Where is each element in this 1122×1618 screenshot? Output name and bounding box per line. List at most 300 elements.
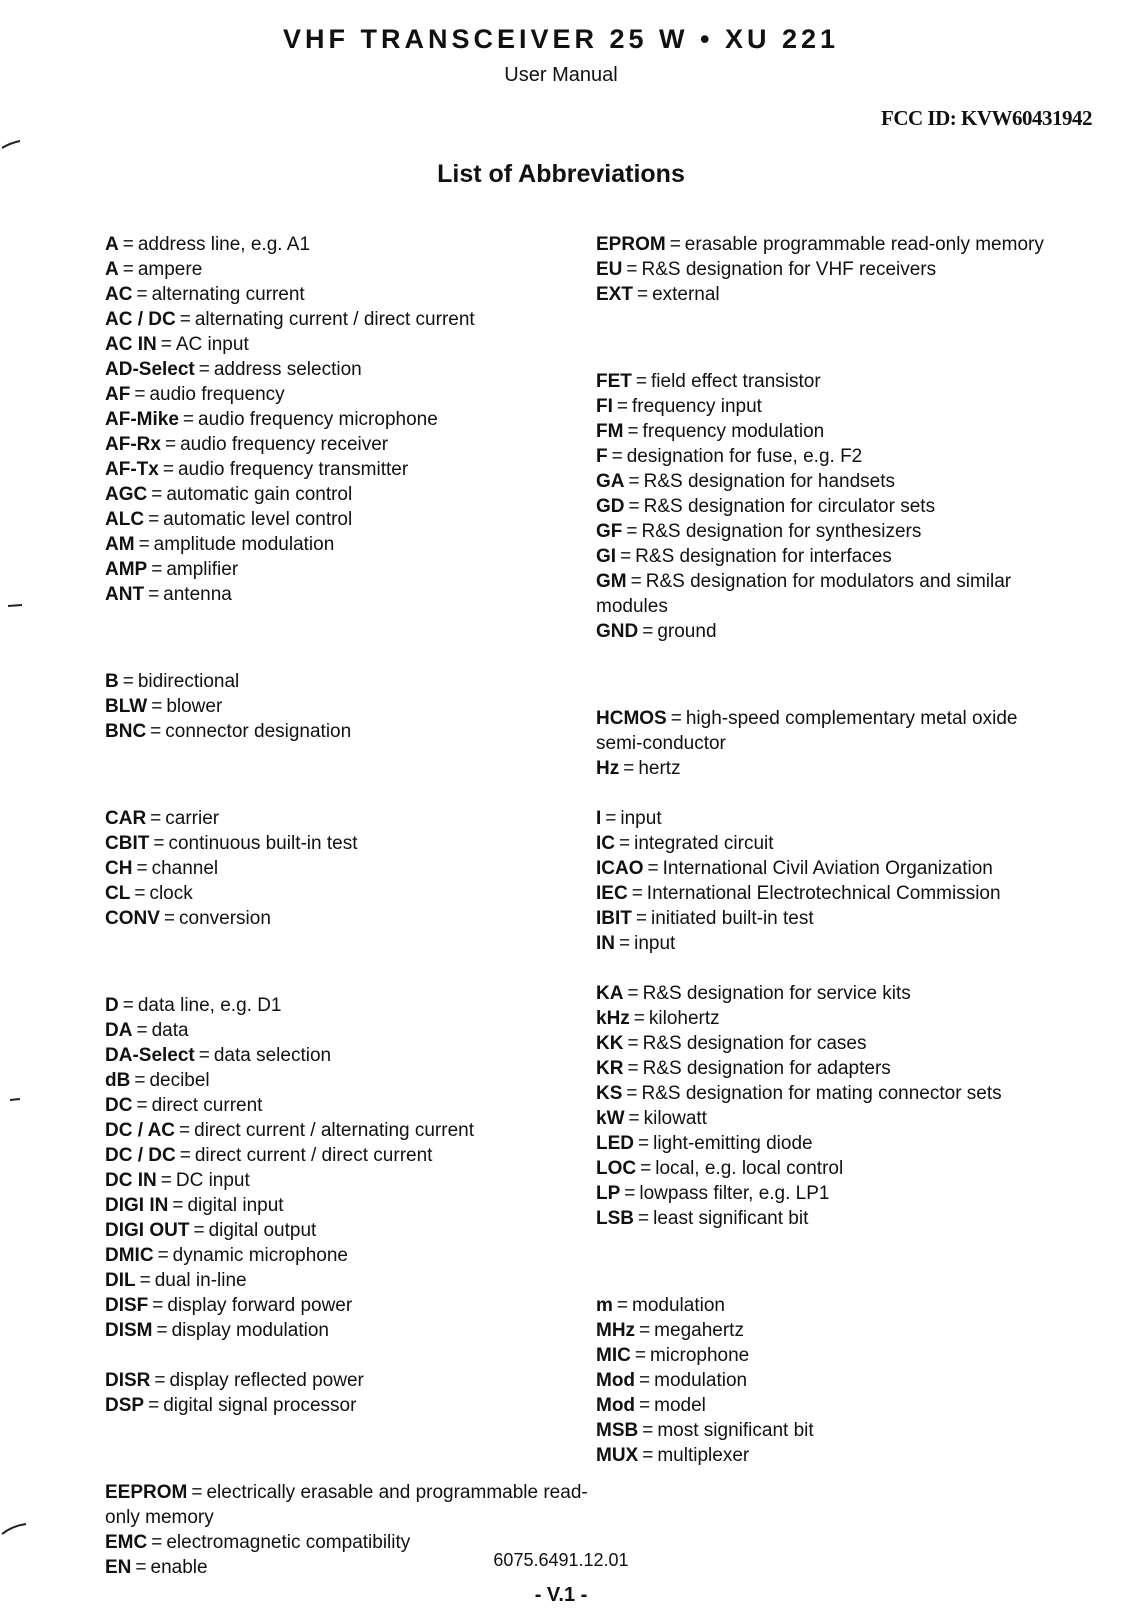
equals-sign: = bbox=[626, 1083, 638, 1104]
abbreviation-term: FI bbox=[596, 396, 613, 417]
abbreviation-term: KS bbox=[596, 1083, 623, 1104]
abbreviation-entry bbox=[596, 494, 1066, 519]
abbreviation-term: CONV bbox=[105, 908, 160, 929]
abbreviation-definition: amplifier bbox=[166, 559, 239, 580]
abbreviation-entry bbox=[105, 457, 605, 482]
abbreviation-term: AM bbox=[105, 534, 135, 555]
abbreviation-definition: R&S designation for mating connector sets bbox=[641, 1083, 1002, 1104]
abbreviation-definition: R&S designation for cases bbox=[642, 1033, 867, 1054]
equals-sign: = bbox=[122, 234, 134, 255]
abbreviation-entry bbox=[105, 257, 605, 282]
group-spacer bbox=[105, 744, 605, 806]
abbreviation-term: GD bbox=[596, 496, 625, 517]
abbreviation-term: AF-Tx bbox=[105, 459, 159, 480]
group-spacer bbox=[596, 307, 1066, 369]
abbreviation-entry bbox=[596, 981, 1066, 1006]
abbreviation-definition: display modulation bbox=[171, 1320, 329, 1341]
abbreviation-definition: least significant bit bbox=[653, 1208, 809, 1229]
equals-sign: = bbox=[172, 1195, 184, 1216]
abbreviation-entry bbox=[596, 1181, 1066, 1206]
abbreviation-entry bbox=[596, 1031, 1066, 1056]
equals-sign: = bbox=[148, 1395, 160, 1416]
abbreviation-entry bbox=[596, 1368, 1066, 1393]
equals-sign: = bbox=[164, 434, 177, 455]
abbreviation-entry bbox=[596, 831, 1066, 856]
equals-sign: = bbox=[624, 1183, 636, 1204]
abbreviation-term: ANT bbox=[105, 584, 145, 605]
abbreviation-term: A bbox=[105, 234, 119, 255]
abbreviation-term: DC bbox=[105, 1095, 133, 1116]
abbreviation-term: ICAO bbox=[596, 858, 644, 879]
abbreviation-entry bbox=[105, 1043, 605, 1068]
equals-sign: = bbox=[616, 1295, 629, 1316]
equals-sign: = bbox=[151, 696, 163, 717]
abbreviation-group bbox=[596, 1293, 1066, 1468]
equals-sign: = bbox=[182, 409, 195, 430]
abbreviation-entry bbox=[105, 1268, 605, 1293]
abbreviation-definition: continuous built-in test bbox=[168, 833, 358, 854]
abbreviation-definition: frequency modulation bbox=[642, 421, 825, 442]
abbreviation-term: IC bbox=[596, 833, 615, 854]
abbreviation-term: EMC bbox=[105, 1532, 148, 1553]
abbreviation-entry bbox=[105, 582, 605, 607]
equals-sign: = bbox=[669, 234, 681, 255]
abbreviation-term: LSB bbox=[596, 1208, 634, 1229]
equals-sign: = bbox=[635, 908, 647, 929]
equals-sign: = bbox=[151, 1532, 163, 1553]
equals-sign: = bbox=[157, 1245, 169, 1266]
abbreviation-term: Mod bbox=[596, 1370, 636, 1391]
abbreviation-definition: audio frequency bbox=[149, 384, 285, 405]
abbreviation-entry bbox=[596, 444, 1066, 469]
abbreviation-definition: input bbox=[620, 808, 662, 829]
abbreviation-definition: designation for fuse, e.g. F2 bbox=[626, 446, 863, 467]
abbreviation-entry bbox=[105, 993, 605, 1018]
abbreviation-entry bbox=[105, 719, 605, 744]
abbreviation-entry bbox=[105, 694, 605, 719]
abbreviation-term: DA bbox=[105, 1020, 133, 1041]
abbreviation-definition: blower bbox=[166, 696, 223, 717]
abbreviation-entry bbox=[596, 1206, 1066, 1231]
equals-sign: = bbox=[198, 1045, 210, 1066]
abbreviation-entry bbox=[105, 1093, 605, 1118]
abbreviation-definition: kilowatt bbox=[643, 1108, 707, 1129]
abbreviation-entry bbox=[105, 382, 605, 407]
abbreviation-entry bbox=[105, 1318, 605, 1343]
equals-sign: = bbox=[623, 758, 635, 779]
abbreviation-term: I bbox=[596, 808, 602, 829]
abbreviation-definition: R&S designation for handsets bbox=[643, 471, 895, 492]
abbreviation-term: m bbox=[596, 1295, 613, 1316]
abbreviation-definition: input bbox=[634, 933, 676, 954]
abbreviation-entry bbox=[596, 1081, 1066, 1106]
abbreviation-entry bbox=[105, 1293, 605, 1318]
equals-sign: = bbox=[162, 459, 174, 480]
equals-sign: = bbox=[605, 808, 617, 829]
abbreviation-definition: R&S designation for adapters bbox=[642, 1058, 891, 1079]
abbreviation-entry bbox=[596, 1106, 1066, 1131]
abbreviation-entry bbox=[596, 369, 1066, 394]
abbreviation-term: GF bbox=[596, 521, 623, 542]
abbreviation-definition: display forward power bbox=[167, 1295, 353, 1316]
abbreviation-definition: conversion bbox=[179, 908, 271, 929]
abbreviation-term: DIL bbox=[105, 1270, 136, 1291]
abbreviation-entry bbox=[596, 419, 1066, 444]
abbreviation-term: AD-Select bbox=[105, 359, 195, 380]
abbreviation-definition: modulation bbox=[654, 1370, 748, 1391]
abbreviation-term: AF-Mike bbox=[105, 409, 179, 430]
abbreviation-term: ALC bbox=[105, 509, 145, 530]
equals-sign: = bbox=[628, 496, 640, 517]
abbreviation-entry bbox=[105, 856, 605, 881]
abbreviation-entry bbox=[105, 282, 605, 307]
equals-sign: = bbox=[638, 1208, 650, 1229]
abbreviation-definition: decibel bbox=[149, 1070, 210, 1091]
equals-sign: = bbox=[122, 671, 134, 692]
abbreviation-entry bbox=[596, 1443, 1066, 1468]
abbreviation-term: DISF bbox=[105, 1295, 149, 1316]
abbreviation-entry bbox=[596, 619, 1066, 644]
abbreviation-definition: electromagnetic compatibility bbox=[166, 1532, 411, 1553]
abbreviation-term: AGC bbox=[105, 484, 148, 505]
abbreviation-definition: R&S designation for VHF receivers bbox=[641, 259, 937, 280]
abbreviation-definition: local, e.g. local control bbox=[655, 1158, 844, 1179]
abbreviation-entry bbox=[596, 706, 1066, 756]
abbreviation-term: Hz bbox=[596, 758, 620, 779]
abbreviation-term: GND bbox=[596, 621, 639, 642]
page-number: - V.1 - bbox=[534, 1584, 588, 1606]
abbreviation-group bbox=[596, 981, 1066, 1231]
abbreviation-definition: data line, e.g. D1 bbox=[137, 995, 282, 1016]
abbreviation-term: MUX bbox=[596, 1445, 639, 1466]
document-number: 6075.6491.12.01 bbox=[493, 1550, 629, 1570]
equals-sign: = bbox=[154, 1370, 166, 1391]
equals-sign: = bbox=[153, 833, 165, 854]
abbreviation-entry bbox=[596, 806, 1066, 831]
equals-sign: = bbox=[179, 309, 191, 330]
abbreviation-term: LED bbox=[596, 1133, 634, 1154]
abbreviation-group bbox=[596, 806, 1066, 956]
equals-sign: = bbox=[626, 259, 638, 280]
abbreviation-group bbox=[105, 669, 605, 744]
equals-sign: = bbox=[191, 1482, 203, 1503]
abbreviation-entry bbox=[105, 906, 605, 931]
abbreviation-term: MSB bbox=[596, 1420, 639, 1441]
group-spacer bbox=[105, 1343, 605, 1368]
abbreviation-term: kHz bbox=[596, 1008, 630, 1029]
abbreviation-entry bbox=[105, 831, 605, 856]
equals-sign: = bbox=[638, 1133, 650, 1154]
abbreviation-definition: alternating current bbox=[151, 284, 305, 305]
abbreviation-definition: direct current / alternating current bbox=[194, 1120, 474, 1141]
abbreviation-term: CBIT bbox=[105, 833, 150, 854]
abbreviation-definition: hertz bbox=[638, 758, 681, 779]
abbreviation-definition: ground bbox=[657, 621, 717, 642]
abbreviation-definition: model bbox=[654, 1395, 706, 1416]
abbreviation-entry bbox=[105, 407, 605, 432]
group-spacer bbox=[596, 956, 1066, 981]
abbreviation-entry bbox=[596, 394, 1066, 419]
abbreviation-definition: amplitude modulation bbox=[153, 534, 335, 555]
equals-sign: = bbox=[647, 858, 659, 879]
abbreviation-group bbox=[596, 369, 1066, 644]
abbreviation-definition: digital signal processor bbox=[163, 1395, 357, 1416]
abbreviation-definition: audio frequency microphone bbox=[198, 409, 438, 430]
abbreviation-term: B bbox=[105, 671, 119, 692]
equals-sign: = bbox=[635, 371, 647, 392]
abbreviation-definition: electrically erasable and programmable read-only memory bbox=[105, 1482, 588, 1528]
abbreviation-entry bbox=[105, 532, 605, 557]
equals-sign: = bbox=[148, 584, 160, 605]
equals-sign: = bbox=[148, 509, 160, 530]
equals-sign: = bbox=[136, 1020, 148, 1041]
abbreviation-term: GA bbox=[596, 471, 625, 492]
abbreviation-term: A bbox=[105, 259, 119, 280]
abbreviation-group bbox=[596, 232, 1066, 307]
equals-sign: = bbox=[179, 1145, 191, 1166]
equals-sign: = bbox=[627, 1058, 639, 1079]
equals-sign: = bbox=[619, 933, 631, 954]
equals-sign: = bbox=[163, 908, 176, 929]
abbreviation-entry bbox=[596, 1131, 1066, 1156]
abbreviation-term: GM bbox=[596, 571, 627, 592]
abbreviation-term: GI bbox=[596, 546, 617, 567]
abbreviation-entry bbox=[596, 544, 1066, 569]
abbreviation-term: KA bbox=[596, 983, 624, 1004]
abbreviation-definition: digital input bbox=[187, 1195, 284, 1216]
abbreviation-definition: data selection bbox=[213, 1045, 332, 1066]
equals-sign: = bbox=[642, 1420, 654, 1441]
equals-sign: = bbox=[136, 1095, 148, 1116]
equals-sign: = bbox=[134, 1070, 146, 1091]
abbreviation-term: AMP bbox=[105, 559, 148, 580]
abbreviation-definition: address line, e.g. A1 bbox=[137, 234, 311, 255]
abbreviation-term: AC IN bbox=[105, 334, 157, 355]
abbreviation-entry bbox=[596, 756, 1066, 781]
abbreviation-definition: modulation bbox=[632, 1295, 725, 1316]
section-title: List of Abbreviations bbox=[437, 160, 685, 188]
equals-sign: = bbox=[134, 384, 146, 405]
abbreviation-entry bbox=[105, 1018, 605, 1043]
abbreviation-definition: International Electrotechnical Commission bbox=[646, 883, 1001, 904]
abbreviation-entry bbox=[596, 906, 1066, 931]
equals-sign: = bbox=[156, 1320, 168, 1341]
abbreviation-entry bbox=[105, 332, 605, 357]
abbreviation-definition: multiplexer bbox=[657, 1445, 750, 1466]
abbreviation-definition: dual in-line bbox=[154, 1270, 247, 1291]
abbreviation-definition: direct current / direct current bbox=[194, 1145, 433, 1166]
abbreviation-term: DISM bbox=[105, 1320, 153, 1341]
abbreviations-left-column bbox=[105, 232, 605, 1580]
abbreviation-entry bbox=[596, 1318, 1066, 1343]
abbreviation-definition: display reflected power bbox=[169, 1370, 364, 1391]
equals-sign: = bbox=[139, 1270, 151, 1291]
abbreviation-term: MHz bbox=[596, 1320, 636, 1341]
equals-sign: = bbox=[150, 721, 162, 742]
abbreviation-entry bbox=[596, 257, 1066, 282]
equals-sign: = bbox=[135, 1557, 147, 1578]
group-spacer bbox=[105, 1418, 605, 1480]
group-spacer bbox=[105, 931, 605, 993]
abbreviation-definition: field effect transistor bbox=[651, 371, 821, 392]
abbreviation-term: kW bbox=[596, 1108, 625, 1129]
abbreviation-group bbox=[105, 806, 605, 931]
equals-sign: = bbox=[160, 334, 172, 355]
abbreviation-entry bbox=[596, 1343, 1066, 1368]
abbreviation-term: F bbox=[596, 446, 608, 467]
abbreviation-group bbox=[105, 232, 605, 607]
abbreviation-definition: high-speed complementary metal oxide semi-conductor bbox=[596, 708, 1018, 754]
abbreviation-definition: frequency input bbox=[632, 396, 762, 417]
abbreviation-definition: direct current bbox=[151, 1095, 263, 1116]
abbreviation-entry bbox=[105, 1168, 605, 1193]
abbreviation-definition: International Civil Aviation Organization bbox=[662, 858, 993, 879]
abbreviation-entry bbox=[105, 806, 605, 831]
abbreviation-term: AC bbox=[105, 284, 133, 305]
equals-sign: = bbox=[179, 1120, 191, 1141]
equals-sign: = bbox=[611, 446, 623, 467]
equals-sign: = bbox=[198, 359, 210, 380]
abbreviation-term: EU bbox=[596, 259, 623, 280]
document-subtitle: User Manual bbox=[504, 64, 618, 86]
abbreviation-entry bbox=[105, 669, 605, 694]
equals-sign: = bbox=[639, 1370, 651, 1391]
abbreviation-term: D bbox=[105, 995, 119, 1016]
abbreviation-term: DIGI IN bbox=[105, 1195, 169, 1216]
equals-sign: = bbox=[627, 421, 639, 442]
abbreviation-definition: R&S designation for service kits bbox=[642, 983, 911, 1004]
abbreviation-term: KR bbox=[596, 1058, 624, 1079]
abbreviations-right-column bbox=[596, 232, 1066, 1468]
abbreviation-term: DC IN bbox=[105, 1170, 157, 1191]
abbreviation-group bbox=[105, 993, 605, 1343]
abbreviation-term: AF-Rx bbox=[105, 434, 161, 455]
equals-sign: = bbox=[636, 284, 649, 305]
abbreviation-term: IBIT bbox=[596, 908, 632, 929]
group-spacer bbox=[596, 1231, 1066, 1293]
equals-sign: = bbox=[151, 484, 163, 505]
abbreviation-definition: integrated circuit bbox=[634, 833, 774, 854]
abbreviation-term: KK bbox=[596, 1033, 624, 1054]
abbreviation-group bbox=[105, 1368, 605, 1418]
abbreviation-entry bbox=[596, 1006, 1066, 1031]
abbreviation-definition: address selection bbox=[213, 359, 362, 380]
abbreviation-term: FET bbox=[596, 371, 632, 392]
equals-sign: = bbox=[620, 546, 632, 567]
abbreviation-definition: digital output bbox=[208, 1220, 317, 1241]
abbreviation-entry bbox=[105, 432, 605, 457]
group-spacer bbox=[105, 607, 605, 669]
abbreviation-term: LP bbox=[596, 1183, 621, 1204]
abbreviation-entry bbox=[105, 1118, 605, 1143]
abbreviation-definition: R&S designation for synthesizers bbox=[641, 521, 922, 542]
abbreviation-definition: enable bbox=[150, 1557, 208, 1578]
abbreviation-term: CAR bbox=[105, 808, 147, 829]
abbreviation-definition: light-emitting diode bbox=[653, 1133, 813, 1154]
abbreviation-definition: erasable programmable read-only memory bbox=[684, 234, 1044, 255]
equals-sign: = bbox=[160, 1170, 172, 1191]
abbreviation-term: EEPROM bbox=[105, 1482, 188, 1503]
equals-sign: = bbox=[631, 883, 643, 904]
abbreviation-term: EN bbox=[105, 1557, 132, 1578]
equals-sign: = bbox=[642, 1445, 654, 1466]
abbreviation-definition: external bbox=[652, 284, 720, 305]
abbreviation-definition: microphone bbox=[649, 1345, 750, 1366]
abbreviation-definition: initiated built-in test bbox=[651, 908, 814, 929]
abbreviation-definition: carrier bbox=[165, 808, 220, 829]
abbreviation-term: FM bbox=[596, 421, 624, 442]
abbreviation-definition: data bbox=[151, 1020, 189, 1041]
equals-sign: = bbox=[628, 1108, 640, 1129]
abbreviation-definition: megahertz bbox=[654, 1320, 744, 1341]
equals-sign: = bbox=[640, 1158, 652, 1179]
abbreviation-term: AC / DC bbox=[105, 309, 176, 330]
abbreviation-entry bbox=[596, 1056, 1066, 1081]
abbreviation-group bbox=[596, 706, 1066, 781]
equals-sign: = bbox=[150, 808, 162, 829]
fcc-id: FCC ID: KVW60431942 bbox=[881, 106, 1092, 130]
abbreviation-term: MIC bbox=[596, 1345, 631, 1366]
abbreviation-entry bbox=[105, 482, 605, 507]
abbreviation-entry bbox=[596, 469, 1066, 494]
group-spacer bbox=[596, 644, 1066, 706]
abbreviation-definition: audio frequency receiver bbox=[180, 434, 389, 455]
abbreviation-definition: alternating current / direct current bbox=[194, 309, 475, 330]
abbreviation-term: IEC bbox=[596, 883, 628, 904]
abbreviation-definition: most significant bit bbox=[657, 1420, 814, 1441]
equals-sign: = bbox=[616, 396, 628, 417]
abbreviation-term: DMIC bbox=[105, 1245, 154, 1266]
abbreviation-definition: automatic gain control bbox=[166, 484, 353, 505]
equals-sign: = bbox=[136, 858, 148, 879]
equals-sign: = bbox=[138, 534, 150, 555]
abbreviation-entry bbox=[105, 1480, 605, 1530]
abbreviation-entry bbox=[105, 1218, 605, 1243]
abbreviation-entry bbox=[596, 1293, 1066, 1318]
abbreviation-definition: lowpass filter, e.g. LP1 bbox=[639, 1183, 830, 1204]
abbreviation-entry bbox=[105, 357, 605, 382]
document-title: VHF TRANSCEIVER 25 W • XU 221 bbox=[282, 24, 840, 54]
abbreviation-term: EXT bbox=[596, 284, 633, 305]
abbreviation-entry bbox=[105, 1243, 605, 1268]
abbreviation-definition: clock bbox=[149, 883, 193, 904]
abbreviation-term: CH bbox=[105, 858, 133, 879]
abbreviation-definition: audio frequency transmitter bbox=[177, 459, 409, 480]
equals-sign: = bbox=[136, 284, 148, 305]
abbreviation-entry bbox=[596, 1393, 1066, 1418]
equals-sign: = bbox=[627, 983, 639, 1004]
abbreviation-entry bbox=[105, 1368, 605, 1393]
abbreviation-term: DC / AC bbox=[105, 1120, 176, 1141]
abbreviation-definition: R&S designation for modulators and similar modules bbox=[596, 571, 1012, 617]
abbreviation-entry bbox=[596, 232, 1066, 257]
abbreviation-term: DSP bbox=[105, 1395, 145, 1416]
abbreviation-entry bbox=[596, 856, 1066, 881]
abbreviation-definition: antenna bbox=[163, 584, 232, 605]
abbreviation-term: CL bbox=[105, 883, 131, 904]
abbreviation-definition: kilohertz bbox=[648, 1008, 720, 1029]
abbreviation-definition: AC input bbox=[175, 334, 249, 355]
abbreviation-entry bbox=[596, 1418, 1066, 1443]
abbreviation-definition: R&S designation for circulator sets bbox=[643, 496, 936, 517]
equals-sign: = bbox=[630, 571, 642, 592]
equals-sign: = bbox=[670, 708, 682, 729]
abbreviation-definition: connector designation bbox=[165, 721, 352, 742]
group-spacer bbox=[596, 781, 1066, 806]
equals-sign: = bbox=[193, 1220, 205, 1241]
abbreviation-term: DC / DC bbox=[105, 1145, 176, 1166]
equals-sign: = bbox=[639, 1320, 651, 1341]
